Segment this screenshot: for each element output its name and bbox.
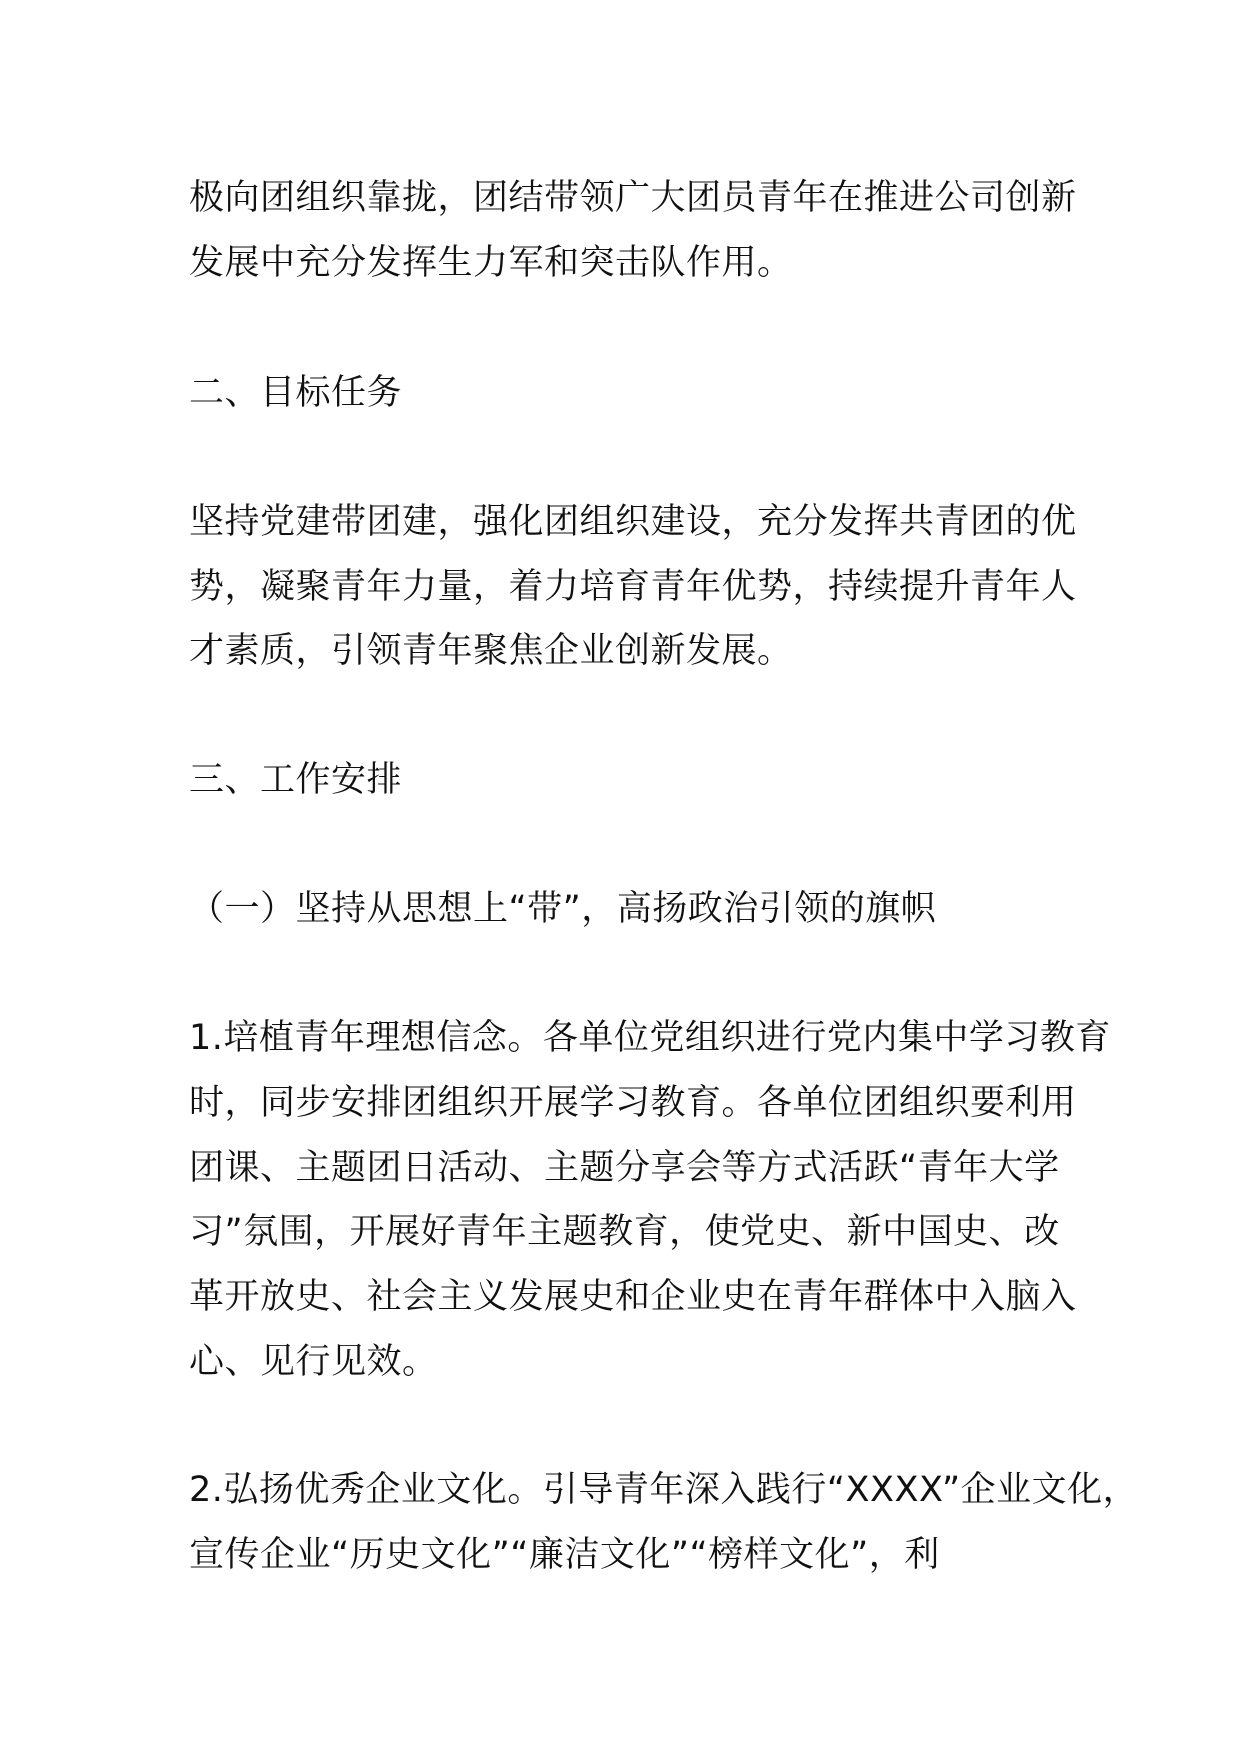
paragraph-line: 习”氛围，开展好青年主题教育，使党史、新中国史、改 xyxy=(189,1212,1060,1252)
section-heading: 二、目标任务 xyxy=(189,373,403,413)
paragraph-line: 革开放史、社会主义发展史和企业史在青年群体中入脑入 xyxy=(189,1277,1077,1317)
paragraph-line: 2.弘扬优秀企业文化。引导青年深入践行“XXXX”企业文化， xyxy=(189,1470,1139,1510)
paragraph-line: 团课、主题团日活动、主题分享会等方式活跃“青年大学 xyxy=(189,1148,1060,1188)
subsection-heading: （一）坚持从思想上“带”，高扬政治引领的旗帜 xyxy=(189,889,937,929)
paragraph-line: 势，凝聚青年力量，着力培育青年优势，持续提升青年人 xyxy=(189,567,1077,607)
paragraph-line: 才素质，引领青年聚焦企业创新发展。 xyxy=(189,631,793,671)
paragraph-line: 宣传企业“历史文化”“廉洁文化”“榜样文化”，利 xyxy=(189,1535,940,1575)
paragraph-line: 1.培植青年理想信念。各单位党组织进行党内集中学习教育 xyxy=(189,1018,1111,1058)
intro-line: 发展中充分发挥生力军和突击队作用。 xyxy=(189,243,793,283)
paragraph-line: 时，同步安排团组织开展学习教育。各单位团组织要利用 xyxy=(189,1083,1077,1123)
intro-line: 极向团组织靠拢，团结带领广大团员青年在推进公司创新 xyxy=(189,178,1077,218)
paragraph-line: 坚持党建带团建，强化团组织建设，充分发挥共青团的优 xyxy=(189,502,1077,542)
section-heading: 三、工作安排 xyxy=(189,760,403,800)
paragraph-line: 心、见行见效。 xyxy=(189,1342,438,1382)
